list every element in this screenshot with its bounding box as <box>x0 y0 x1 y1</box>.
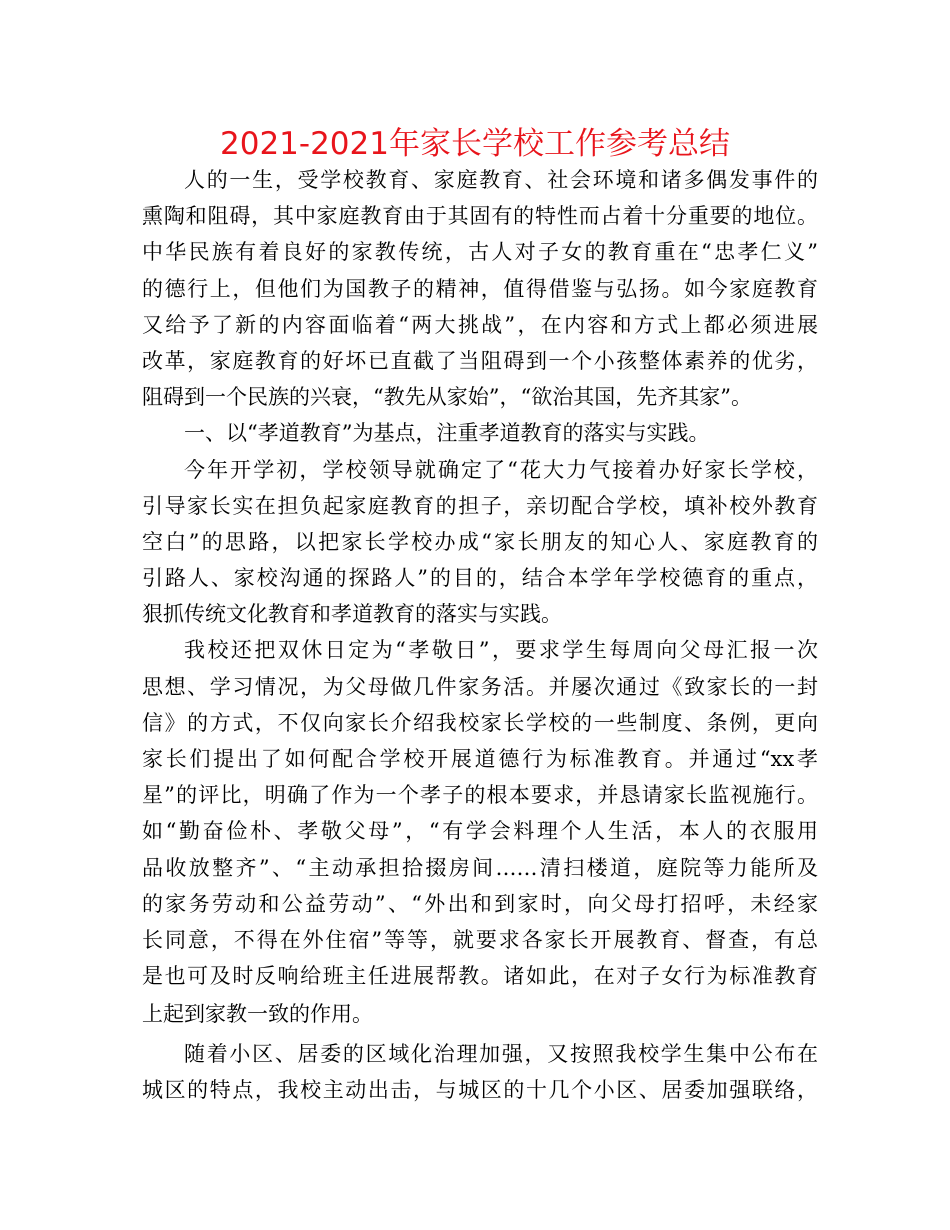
paragraph-line: 星”的评比，明确了作为一个孝子的根本要求，并恳请家长监视施行。 <box>142 783 818 808</box>
paragraph-line: 阻碍到一个民族的兴衰，“教先从家始”，“欲治其国，先齐其家”。 <box>142 385 752 410</box>
paragraph-line: 人的一生，受学校教育、家庭教育、社会环境和诸多偶发事件的 <box>184 168 818 192</box>
paragraph-line: 的家务劳动和公益劳动”、“外出和到家时，向父母打招呼，未经家 <box>142 891 818 916</box>
paragraph-line: 熏陶和阻碍，其中家庭教育由于其固有的特性而占着十分重要的地位。 <box>142 204 818 229</box>
paragraph-line: 城区的特点，我校主动出击，与城区的十几个小区、居委加强联络， <box>142 1078 818 1102</box>
paragraph-line: 狠抓传统文化教育和孝道教育的落实与实践。 <box>142 602 562 627</box>
paragraph-line: 改革，家庭教育的好坏已直截了当阻碍到一个小孩整体素养的优劣， <box>142 348 818 373</box>
document-body <box>142 162 818 1108</box>
paragraph-line: 品收放整齐”、“主动承担拾掇房间……清扫楼道，庭院等力能所及 <box>142 855 818 880</box>
section-heading: 一、以“孝道教育”为基点，注重孝道教育的落实与实践。 <box>184 421 710 446</box>
paragraph-line: 引导家长实在担负起家庭教育的担子，亲切配合学校，填补校外教育 <box>142 493 818 518</box>
paragraph-line: 如“勤奋俭朴、孝敬父母”，“有学会料理个人生活，本人的衣服用 <box>142 819 818 844</box>
paragraph-line: 信》的方式，不仅向家长介绍我校家长学校的一些制度、条例，更向 <box>142 710 818 735</box>
paragraph-line: 上起到家教一致的作用。 <box>142 1002 373 1027</box>
paragraph-line: 思想、学习情况，为父母做几件家务活。并屡次通过《致家长的一封 <box>142 674 818 699</box>
paragraph-line: 我校还把双休日定为“孝敬日”，要求学生每周向父母汇报一次 <box>184 638 818 663</box>
paragraph-line: 的德行上，但他们为国教子的精神，值得借鉴与弘扬。如今家庭教育 <box>142 276 818 301</box>
paragraph-line: 家长们提出了如何配合学校开展道德行为标准教育。并通过“xx孝 <box>142 747 818 771</box>
paragraph-line: 今年开学初，学校领导就确定了“花大力气接着办好家长学校， <box>184 457 818 482</box>
paragraph-line: 是也可及时反响给班主任进展帮教。诸如此，在对子女行为标准教育 <box>142 964 818 989</box>
paragraph-line: 中华民族有着良好的家教传统，古人对子女的教育重在“忠孝仁义” <box>142 240 818 265</box>
paragraph-line: 引路人、家校沟通的探路人”的目的，结合本学年学校德育的重点， <box>142 566 818 591</box>
document-title: 2021-2021年家长学校工作参考总结 <box>220 126 730 162</box>
paragraph-line: 随着小区、居委的区域化治理加强，又按照我校学生集中公布在 <box>184 1041 818 1066</box>
paragraph-line: 空白”的思路，以把家长学校办成“家长朋友的知心人、家庭教育的 <box>142 529 818 554</box>
paragraph-line: 长同意，不得在外住宿”等等，就要求各家长开展教育、督查，有总 <box>142 927 818 952</box>
paragraph-line: 又给予了新的内容面临着“两大挑战”，在内容和方式上都必须进展 <box>142 312 818 337</box>
